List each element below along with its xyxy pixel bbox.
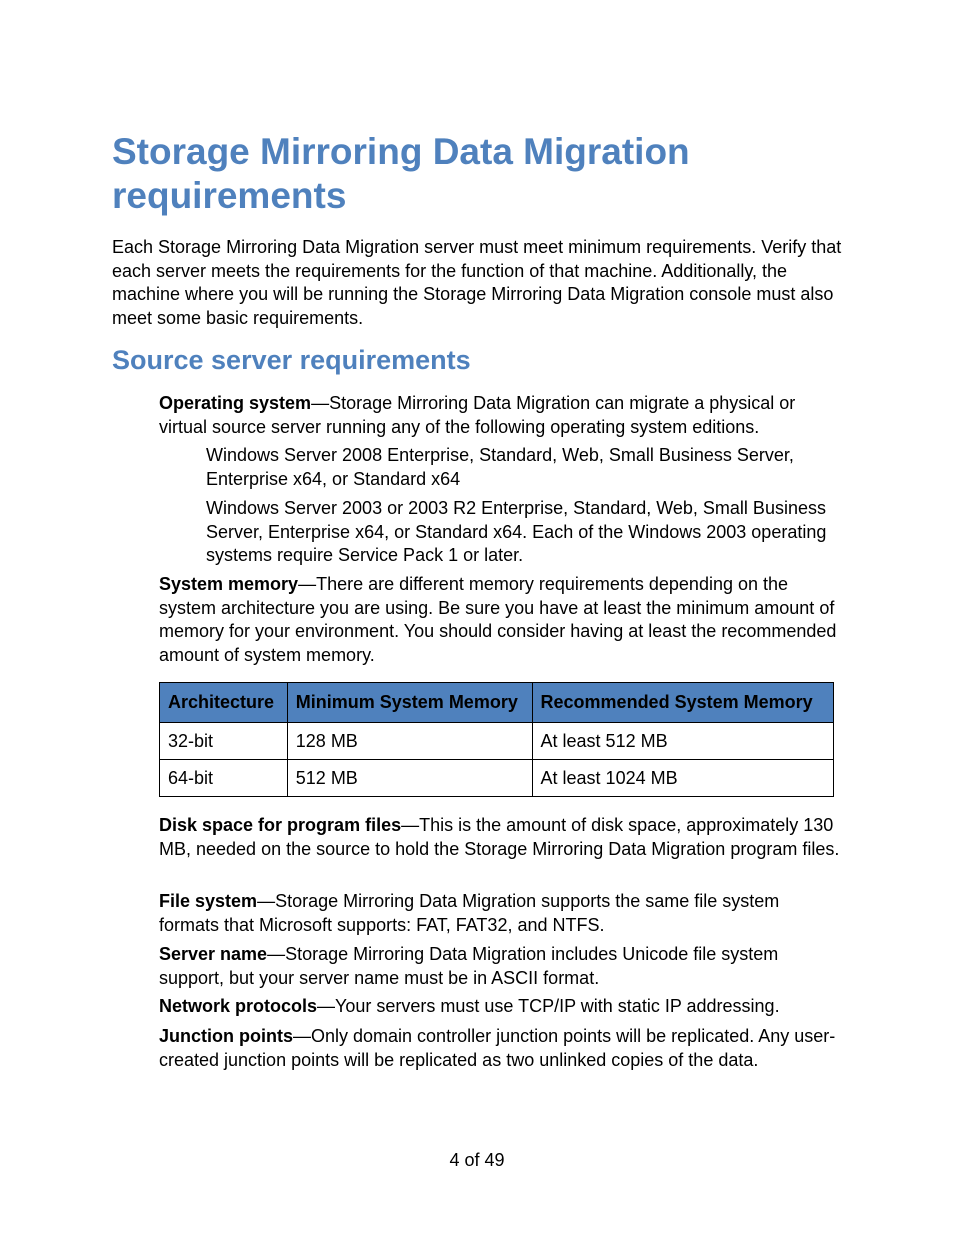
cell-architecture: 64-bit	[160, 760, 288, 797]
system-memory-label: System memory	[159, 574, 299, 594]
os-item-2003: Windows Server 2003 or 2003 R2 Enterprise, Standard, Web, Small Business Server, Enterprise x64, or Standard x64. Each of the Windows 2003 operating systems require Service Pack 1 or later.	[206, 498, 827, 565]
cell-minimum-memory: 512 MB	[287, 760, 532, 797]
file-system-text: —Storage Mirroring Data Migration supports the same file system formats that Microsoft supports: FAT, FAT32, and NTFS.	[159, 891, 780, 935]
disk-space-paragraph	[159, 814, 843, 861]
operating-system-paragraph	[159, 392, 843, 439]
system-memory-paragraph	[159, 573, 843, 667]
cell-recommended-memory: At least 512 MB	[532, 723, 833, 760]
junction-points-paragraph	[159, 1025, 843, 1072]
network-protocols-label: Network protocols	[159, 996, 318, 1016]
file-system-paragraph	[159, 890, 843, 937]
disk-space-label: Disk space for program files	[159, 815, 402, 835]
page-title: Storage Mirroring Data Migration requirements	[112, 131, 690, 216]
junction-points-text: —Only domain controller junction points will be replicated. Any user-created junction points will be replicated as two unlinked copies of the data.	[159, 1026, 836, 1070]
server-name-paragraph	[159, 943, 843, 990]
table-row	[160, 760, 834, 797]
server-name-text: —Storage Mirroring Data Migration includes Unicode file system support, but your server name must be in ASCII format.	[159, 944, 779, 988]
file-system-label: File system	[159, 891, 258, 911]
disk-space-text: —This is the amount of disk space, approximately 130 MB, needed on the source to hold the Storage Mirroring Data Migration program files.	[159, 815, 840, 859]
network-protocols-paragraph	[159, 995, 843, 1019]
operating-system-text: —Storage Mirroring Data Migration can migrate a physical or virtual source server running any of the following operating system editions.	[159, 393, 796, 437]
cell-minimum-memory: 128 MB	[287, 723, 532, 760]
header-architecture: Architecture	[160, 683, 288, 723]
header-minimum-memory: Minimum System Memory	[287, 683, 532, 723]
network-protocols-text: —Your servers must use TCP/IP with static IP addressing.	[317, 996, 780, 1016]
table-row	[160, 723, 834, 760]
junction-points-label: Junction points	[159, 1026, 293, 1046]
table-header-row	[160, 683, 834, 723]
memory-table	[159, 682, 834, 797]
os-item-2008: Windows Server 2008 Enterprise, Standard, Web, Small Business Server, Enterprise x64, or Standard x64	[206, 445, 794, 489]
intro-paragraph: Each Storage Mirroring Data Migration server must meet minimum requirements. Verify that each server meets the requirements for the function of that machine. Additionally, the machine where you will be running the Storage Mirroring Data Migration console must also meet some basic requirements.	[112, 237, 842, 328]
cell-recommended-memory: At least 1024 MB	[532, 760, 833, 797]
server-name-label: Server name	[159, 944, 268, 964]
header-recommended-memory: Recommended System Memory	[532, 683, 833, 723]
section-heading: Source server requirements	[112, 345, 471, 375]
operating-system-label: Operating system	[159, 393, 312, 413]
system-memory-text: —There are different memory requirements depending on the system architecture you are using. Be sure you have at least the minimum amount of memory for your environment. You should consider having at least the recommended amount of system memory.	[159, 574, 837, 665]
page-number: 4 of 49	[449, 1150, 505, 1170]
cell-architecture: 32-bit	[160, 723, 288, 760]
